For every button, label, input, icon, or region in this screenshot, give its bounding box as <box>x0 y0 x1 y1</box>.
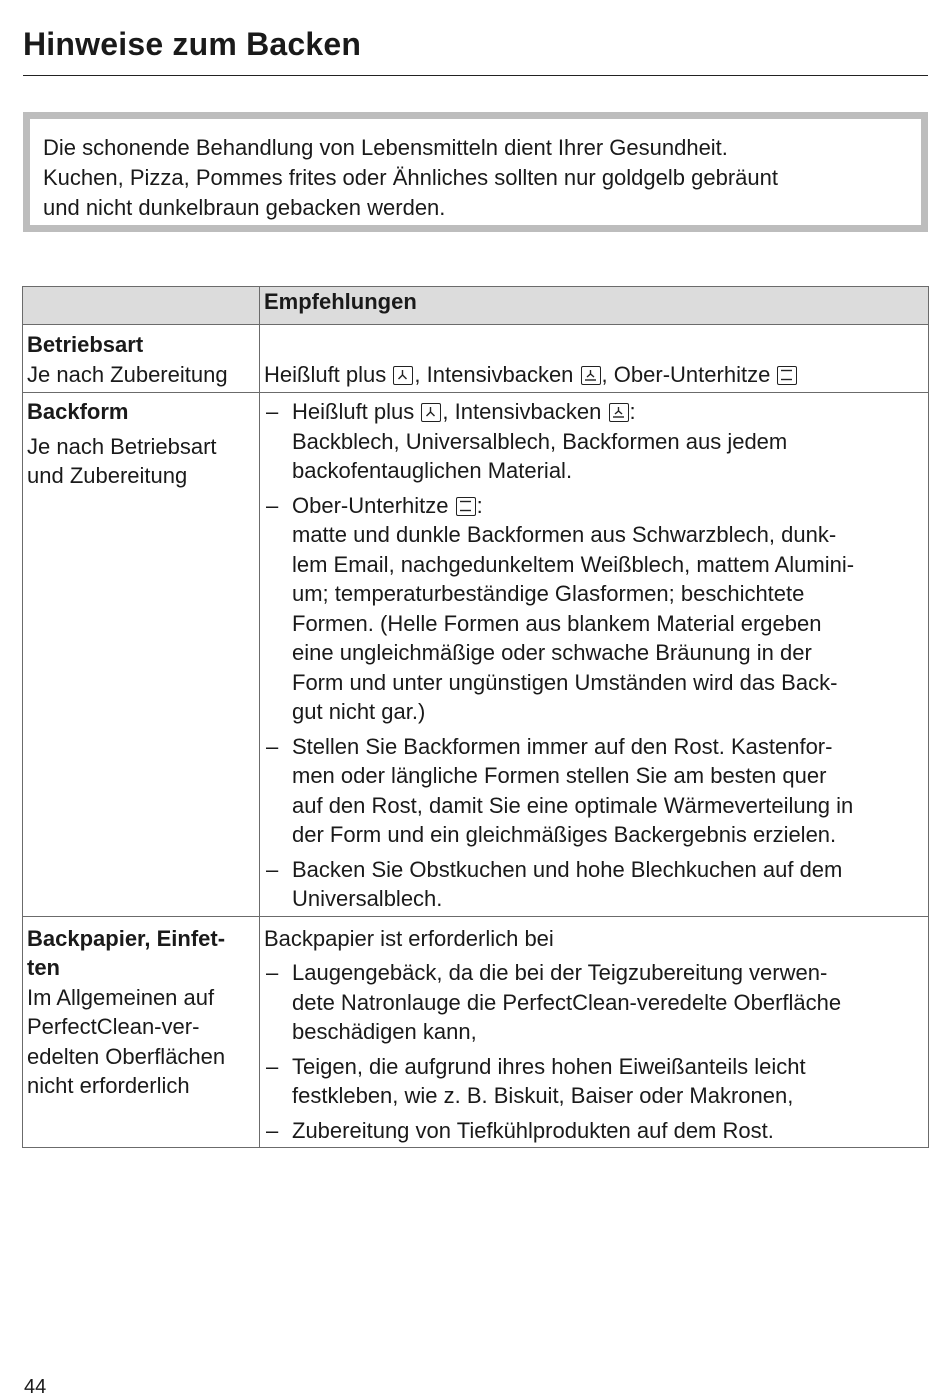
row-title: Backpapier, Einfet- <box>27 925 226 951</box>
list-item: – Zubereitung von Tiefkühlprodukten auf dem Rost. <box>264 1116 924 1146</box>
list-item-text: Backblech, Universalblech, Backformen aus jedem <box>292 428 788 454</box>
table-row-betriebsart <box>23 325 929 393</box>
row-subtitle: Im Allgemeinen auf <box>27 984 215 1010</box>
row-title: Betriebsart <box>27 332 144 357</box>
row-subtitle: PerfectClean-ver- <box>27 1014 200 1039</box>
table-row-backform <box>23 393 929 917</box>
separator: , <box>601 361 608 387</box>
mode-intensiv-label: Intensivbacken <box>426 361 574 387</box>
mode-oberunter-label: Ober-Unterhitze <box>292 492 449 518</box>
list-item: – Stellen Sie Backformen immer auf den Rost. Kastenfor- men oder längliche Formen stellen Sie am besten quer auf den Rost, damit Sie eine optimale Wärmeverteilung in der Form und ein gleichmäßiges Backergebnis erzielen. <box>264 732 924 850</box>
row-subtitle: und Zubereitung <box>27 463 188 488</box>
mode-heissluft-label: Heißluft plus <box>292 399 415 424</box>
row-title: Backform <box>27 399 129 424</box>
list-item-text: matte und dunkle Backformen aus Schwarzblech, dunk- <box>292 522 837 547</box>
list-item-text: der Form und ein gleichmäßiges Backergebnis erzielen. <box>292 822 837 847</box>
row-content-backpapier <box>260 916 929 1148</box>
list-item-text: Laugengebäck, da die bei der Teigzubereitung verwen- <box>292 960 828 985</box>
mode-oberunter-label: Ober-Unterhitze <box>613 361 771 387</box>
recommendations-table <box>22 286 929 1148</box>
fan-heat-icon <box>421 403 441 422</box>
top-bottom-heat-icon <box>777 366 797 385</box>
list-item-text: auf den Rost, damit Sie eine optimale Wärmeverteilung in <box>292 792 854 818</box>
row-subtitle: Je nach Betriebsart <box>27 433 217 459</box>
row-content-backform <box>260 393 929 917</box>
title-divider <box>23 75 928 76</box>
row-subtitle: Je nach Zubereitung <box>27 361 228 387</box>
table-row-backpapier <box>23 916 929 1148</box>
row-subtitle: edelten Oberflächen <box>27 1043 226 1069</box>
intro-text: Backpapier ist erforderlich bei <box>264 925 554 951</box>
list-item-text: gut nicht gar.) <box>292 699 426 724</box>
list-item-text: festkleben, wie z. B. Biskuit, Baiser oder Makronen, <box>292 1083 794 1108</box>
intensive-bake-icon <box>581 366 601 385</box>
mode-intensiv-label: Intensivbacken <box>454 399 602 424</box>
list-item-text: dete Natronlauge die PerfectClean-veredelte Oberfläche <box>292 989 842 1015</box>
list-item-text: backofentauglichen Material. <box>292 458 573 483</box>
mode-list <box>264 360 924 390</box>
note-line: Die schonende Behandlung von Lebensmitteln dient Ihrer Gesundheit. <box>43 135 728 160</box>
list-item-text: men oder längliche Formen stellen Sie am besten quer <box>292 763 827 788</box>
list-item-text: Backen Sie Obstkuchen und hohe Blechkuchen auf dem <box>292 856 843 882</box>
list-item-text: Stellen Sie Backformen immer auf den Rost. Kastenfor- <box>292 733 833 759</box>
separator: , <box>414 361 421 387</box>
list-item-text: eine ungleichmäßige oder schwache Bräunung in der <box>292 640 812 665</box>
mode-heissluft-label: Heißluft plus <box>264 361 387 387</box>
list-item-text: Teigen, die aufgrund ihres hohen Eiweißanteils leicht <box>292 1053 806 1079</box>
health-note-box <box>23 112 928 232</box>
list-item-text: Universalblech. <box>292 886 443 911</box>
page-number: 44 <box>24 1376 47 1398</box>
page-title: Hinweise zum Backen <box>23 26 362 62</box>
fan-heat-icon <box>393 366 413 385</box>
row-subtitle: nicht erforderlich <box>27 1073 190 1098</box>
list-item-text: Formen. (Helle Formen aus blankem Material ergeben <box>292 610 822 636</box>
row-content-betriebsart <box>260 325 929 393</box>
row-label-backpapier <box>23 916 260 1148</box>
top-bottom-heat-icon <box>456 497 476 516</box>
list-item-text: Form und unter ungünstigen Umständen wird das Back- <box>292 669 838 695</box>
header-empfehlungen: Empfehlungen <box>260 287 929 325</box>
list-item: – Heißluft plus , Intensivbacken : Backblech, Universalblech, Backformen aus jedem backofentauglichen Material. <box>264 397 924 486</box>
list-item: – Ober-Unterhitze : matte und dunkle Backformen aus Schwarzblech, dunk- lem Email, nachgedunkeltem Weißblech, mattem Alumini- um; temperaturbeständige Glasformen; beschichtete Formen. (Helle Formen aus blankem Material ergeben eine ungleichmäßige oder schwache Bräunung in der Form und unter ungünstigen Umständen wird das Back- gut nicht gar.) <box>264 491 924 727</box>
list-item-text: Zubereitung von Tiefkühlprodukten auf dem Rost. <box>292 1117 774 1143</box>
list-item: – Backen Sie Obstkuchen und hohe Blechkuchen auf dem Universalblech. <box>264 855 924 914</box>
header-cell-empty <box>23 287 260 325</box>
intensive-bake-icon <box>609 403 629 422</box>
list-item-text: lem Email, nachgedunkeltem Weißblech, mattem Alumini- <box>292 551 855 577</box>
list-item-text: um; temperaturbeständige Glasformen; beschichtete <box>292 581 805 606</box>
note-line: und nicht dunkelbraun gebacken werden. <box>43 195 446 220</box>
note-line: Kuchen, Pizza, Pommes frites oder Ähnliches sollten nur goldgelb gebräunt <box>43 165 778 190</box>
row-label-backform <box>23 393 260 917</box>
list-item: – Teigen, die aufgrund ihres hohen Eiweißanteils leicht festkleben, wie z. B. Biskuit, Baiser oder Makronen, <box>264 1052 924 1111</box>
row-title: ten <box>27 955 60 980</box>
row-label-betriebsart <box>23 325 260 393</box>
list-item: – Laugengebäck, da die bei der Teigzubereitung verwen- dete Natronlauge die PerfectClean-veredelte Oberfläche beschädigen kann, <box>264 958 924 1047</box>
list-item-text: beschädigen kann, <box>292 1019 477 1044</box>
table-header-row <box>23 287 929 325</box>
